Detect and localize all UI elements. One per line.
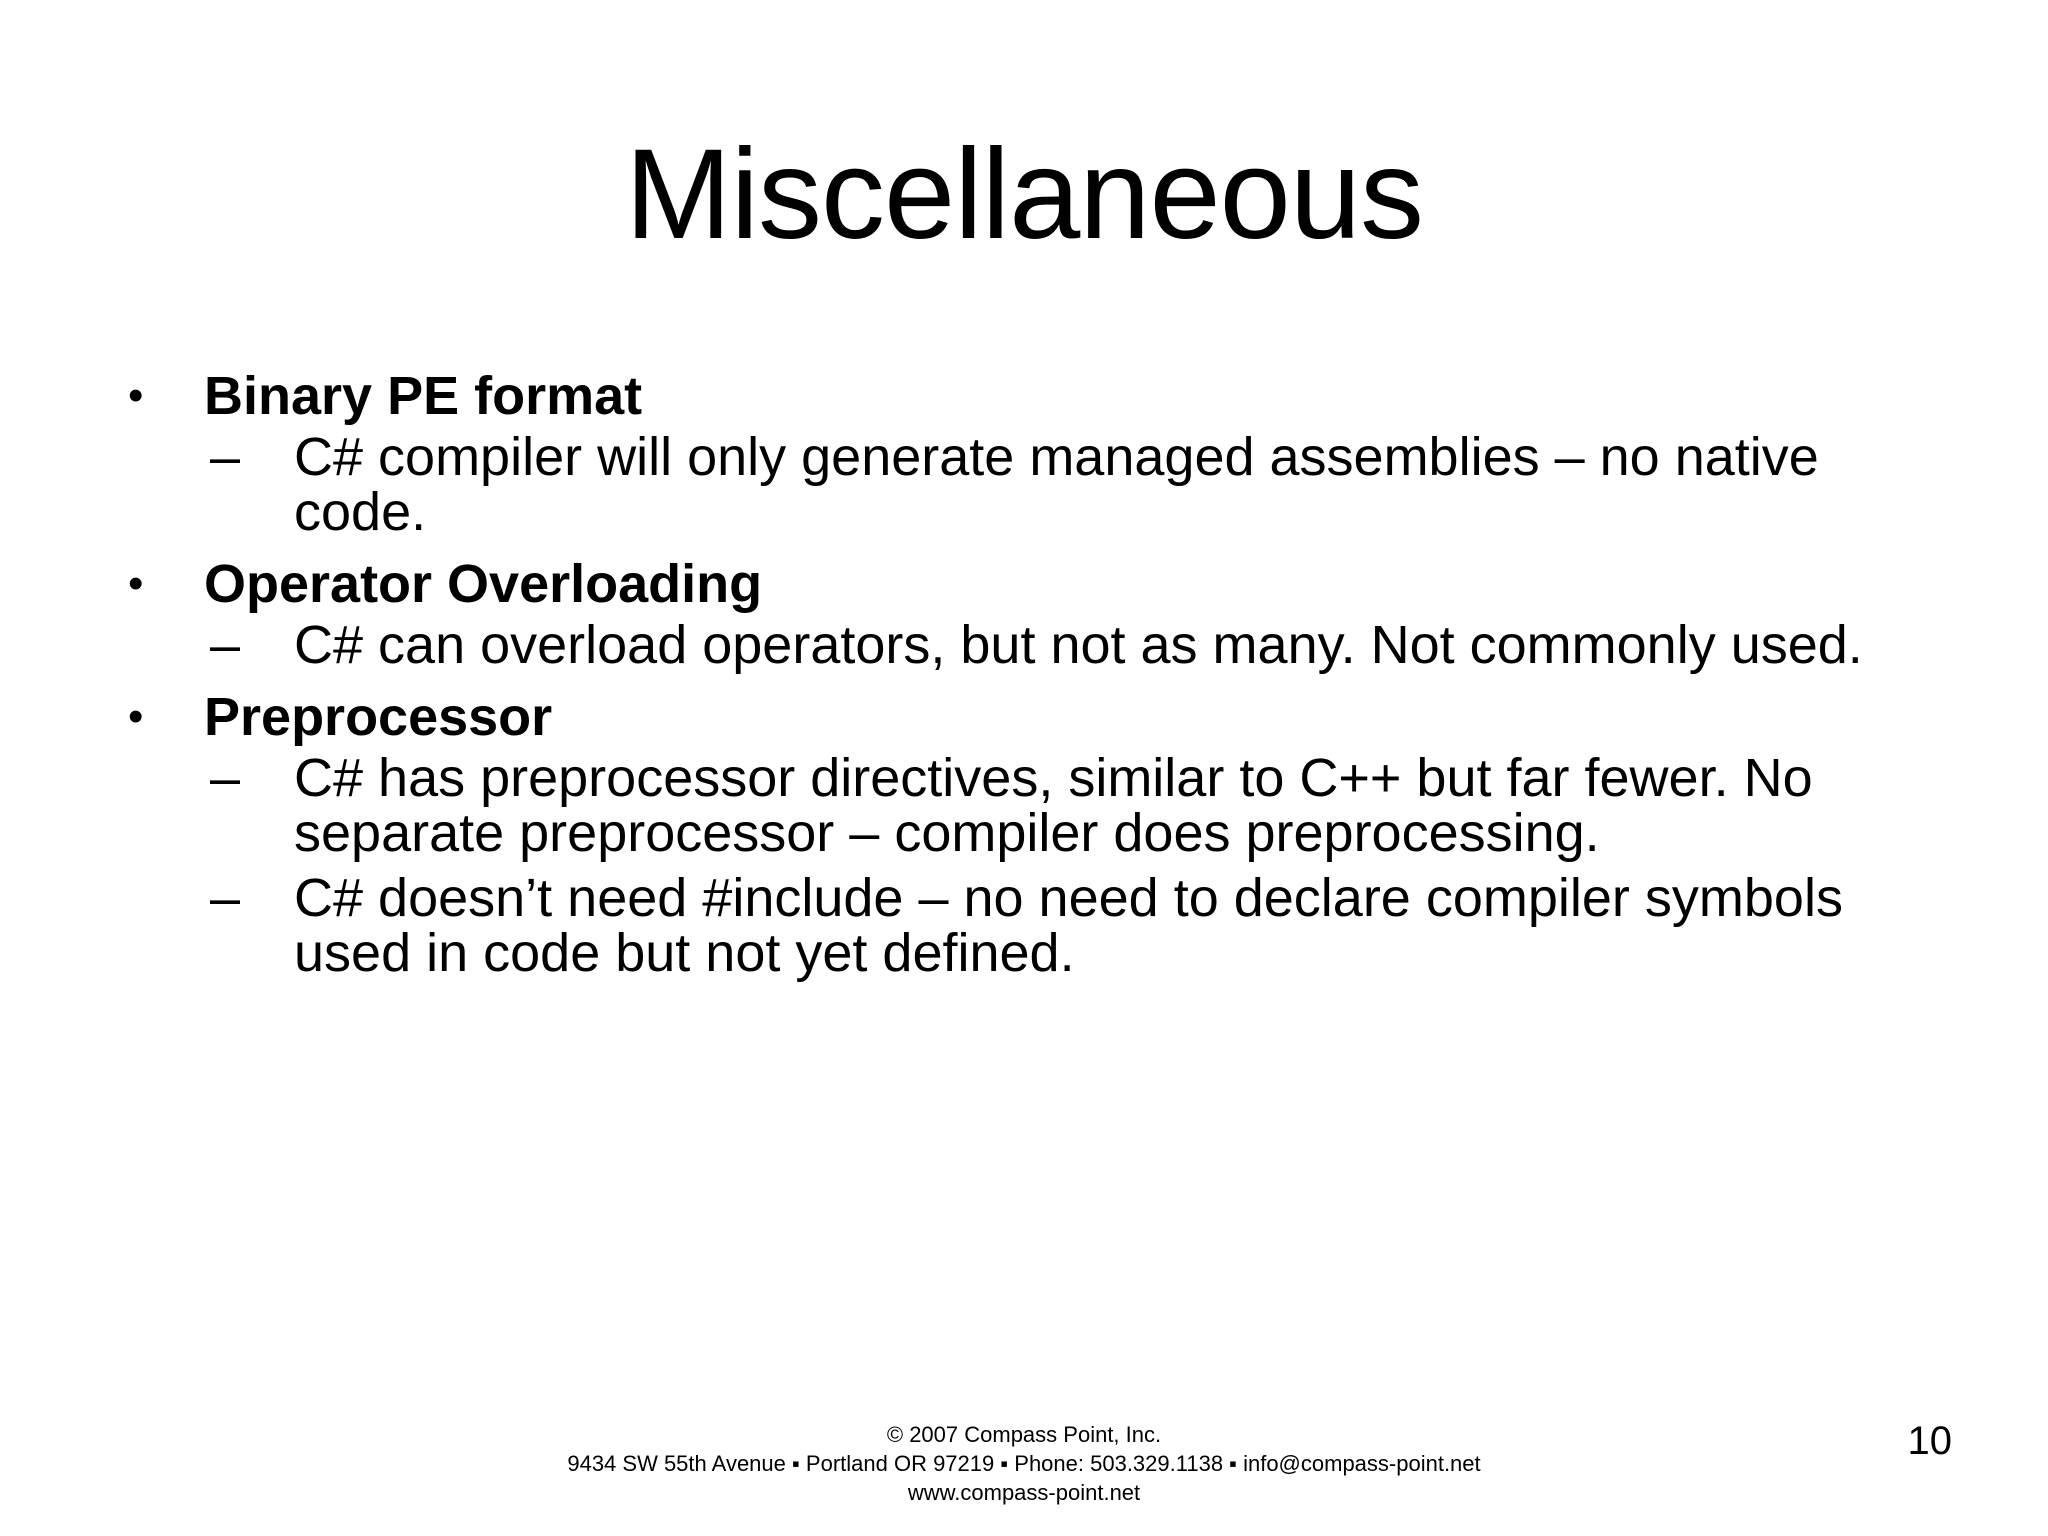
bullet-heading: Preprocessor bbox=[204, 687, 553, 747]
sub-item-text: C# compiler will only generate managed assemblies – no native code. bbox=[294, 427, 1819, 542]
bullet-item bbox=[120, 550, 1960, 673]
slide-title: Miscellaneous bbox=[624, 123, 1424, 266]
dash-icon: – bbox=[210, 748, 241, 808]
sub-item bbox=[204, 427, 1960, 542]
dash-icon: – bbox=[210, 615, 241, 675]
bullet-icon: • bbox=[128, 559, 144, 608]
sub-item-text: C# has preprocessor directives, similar to C++ but far fewer. No separate preprocessor – compiler does preprocessing. bbox=[294, 748, 1813, 863]
bullet-item bbox=[120, 362, 1960, 540]
bullet-icon: • bbox=[128, 692, 144, 741]
dash-icon: – bbox=[210, 868, 241, 928]
sub-list bbox=[204, 427, 1960, 542]
dash-icon: – bbox=[210, 427, 241, 487]
footer-address: 9434 SW 55th Avenue ▪ Portland OR 97219 ▪ Phone: 503.329.1138 ▪ info@compass-point.net bbox=[567, 1451, 1481, 1476]
sub-item bbox=[204, 748, 1960, 863]
sub-item-text: C# can overload operators, but not as many. Not commonly used. bbox=[294, 615, 1863, 675]
sub-item-text: C# doesn’t need #include – no need to declare compiler symbols used in code but not yet defined. bbox=[294, 868, 1843, 983]
bullet-heading: Operator Overloading bbox=[204, 554, 763, 614]
sub-list bbox=[204, 615, 1960, 675]
bullet-item bbox=[120, 683, 1960, 981]
sub-item bbox=[204, 868, 1960, 983]
bullet-list bbox=[120, 362, 1960, 991]
footer bbox=[0, 1420, 2048, 1507]
bullet-heading: Binary PE format bbox=[204, 366, 643, 426]
sub-item bbox=[204, 615, 1960, 675]
page-number: 10 bbox=[1907, 1419, 1952, 1463]
bullet-icon: • bbox=[128, 371, 144, 420]
sub-list bbox=[204, 748, 1960, 983]
footer-website: www.compass-point.net bbox=[907, 1480, 1141, 1505]
footer-copyright: © 2007 Compass Point, Inc. bbox=[886, 1422, 1162, 1447]
